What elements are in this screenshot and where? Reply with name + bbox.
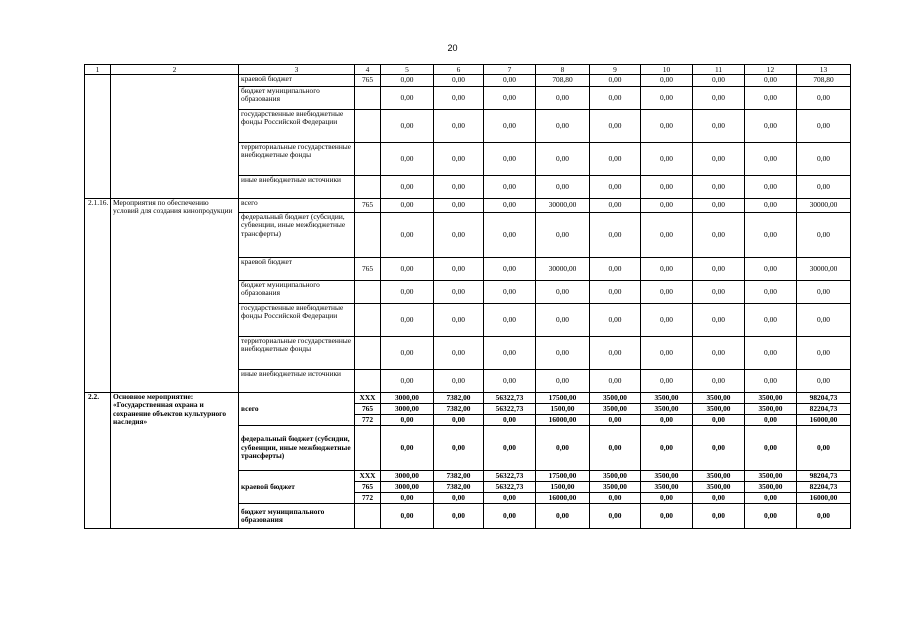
value-cell: 0,00	[434, 199, 484, 213]
page-number: 20	[447, 43, 458, 53]
value-cell: 0,00	[693, 504, 745, 529]
value-cell: 0,00	[536, 504, 590, 529]
value-cell: 0,00	[536, 143, 590, 176]
value-cell: 3500,00	[693, 471, 745, 482]
value-cell: 0,00	[484, 370, 536, 393]
value-cell: 0,00	[484, 75, 536, 87]
value-cell: 0,00	[381, 337, 434, 370]
value-cell: 98204,73	[797, 393, 851, 404]
header-cell: 2	[111, 65, 239, 75]
value-cell: 16000,00	[536, 493, 590, 504]
budget-code-cell	[355, 426, 381, 471]
value-cell: 0,00	[381, 110, 434, 143]
value-cell: 0,00	[745, 304, 797, 337]
value-cell: 0,00	[797, 87, 851, 110]
funding-source-cell: бюджет муниципального образования	[239, 504, 355, 529]
value-cell: 0,00	[641, 426, 693, 471]
value-cell: 30000,00	[797, 199, 851, 213]
value-cell: 0,00	[641, 337, 693, 370]
value-cell: 30000,00	[536, 258, 590, 281]
value-cell: 0,00	[641, 370, 693, 393]
budget-code-cell	[355, 281, 381, 304]
header-cell: 6	[434, 65, 484, 75]
header-cell: 11	[693, 65, 745, 75]
value-cell: 0,00	[381, 370, 434, 393]
value-cell: 0,00	[434, 370, 484, 393]
value-cell: 0,00	[381, 75, 434, 87]
value-cell: 56322,73	[484, 404, 536, 415]
value-cell: 17500,00	[536, 471, 590, 482]
value-cell: 0,00	[745, 370, 797, 393]
value-cell: 0,00	[693, 199, 745, 213]
value-cell: 0,00	[641, 258, 693, 281]
value-cell: 0,00	[745, 415, 797, 426]
value-cell: 82204,73	[797, 404, 851, 415]
value-cell: 7382,00	[434, 482, 484, 493]
value-cell: 0,00	[745, 199, 797, 213]
funding-source-cell: федеральный бюджет (субсидии, субвенции, иные межбюджетные трансферты)	[239, 213, 355, 258]
header-cell: 7	[484, 65, 536, 75]
value-cell: 0,00	[641, 281, 693, 304]
value-cell: 0,00	[745, 176, 797, 199]
value-cell: 3500,00	[693, 393, 745, 404]
table-header	[85, 65, 851, 75]
value-cell: 0,00	[797, 176, 851, 199]
funding-source-cell: всего	[239, 393, 355, 426]
value-cell: 0,00	[381, 258, 434, 281]
value-cell: 0,00	[381, 87, 434, 110]
value-cell: 0,00	[484, 87, 536, 110]
value-cell: 0,00	[745, 143, 797, 176]
value-cell: 3500,00	[745, 393, 797, 404]
value-cell: 0,00	[590, 176, 641, 199]
value-cell: 0,00	[434, 176, 484, 199]
value-cell: 0,00	[641, 199, 693, 213]
value-cell: 0,00	[797, 213, 851, 258]
value-cell: 0,00	[641, 143, 693, 176]
value-cell: 0,00	[381, 281, 434, 304]
value-cell: 0,00	[693, 337, 745, 370]
header-cell: 3	[239, 65, 355, 75]
budget-code-cell: 765	[355, 404, 381, 415]
value-cell: 7382,00	[434, 471, 484, 482]
value-cell: 16000,00	[536, 415, 590, 426]
value-cell: 0,00	[693, 493, 745, 504]
value-cell: 98204,73	[797, 471, 851, 482]
value-cell: 0,00	[745, 87, 797, 110]
funding-source-cell: федеральный бюджет (субсидии, субвенции, иные межбюджетные трансферты)	[239, 426, 355, 471]
value-cell: 0,00	[641, 304, 693, 337]
value-cell: 0,00	[590, 415, 641, 426]
value-cell: 0,00	[693, 87, 745, 110]
value-cell: 0,00	[797, 426, 851, 471]
block-2-1-16	[85, 199, 851, 393]
value-cell: 0,00	[590, 504, 641, 529]
budget-code-cell: 772	[355, 415, 381, 426]
value-cell: 0,00	[693, 176, 745, 199]
value-cell: 0,00	[693, 304, 745, 337]
value-cell: 0,00	[434, 281, 484, 304]
value-cell: 0,00	[693, 426, 745, 471]
header-cell: 1	[85, 65, 111, 75]
value-cell: 0,00	[434, 87, 484, 110]
value-cell: 0,00	[434, 337, 484, 370]
value-cell: 0,00	[745, 281, 797, 304]
block-2-2	[85, 393, 851, 529]
value-cell: 0,00	[641, 504, 693, 529]
value-cell: 0,00	[590, 110, 641, 143]
budget-code-cell	[355, 110, 381, 143]
table-row	[85, 75, 851, 87]
value-cell: 0,00	[641, 493, 693, 504]
value-cell: 30000,00	[797, 258, 851, 281]
row-name-cell: Основное мероприятие: «Государственная охрана и сохранение объектов культурного наследия»	[111, 393, 239, 529]
value-cell: 30000,00	[536, 199, 590, 213]
funding-source-cell: краевой бюджет	[239, 75, 355, 87]
value-cell: 0,00	[484, 176, 536, 199]
value-cell: 0,00	[590, 258, 641, 281]
value-cell: 0,00	[745, 213, 797, 258]
value-cell: 0,00	[745, 75, 797, 87]
budget-code-cell: XXX	[355, 471, 381, 482]
header-cell: 13	[797, 65, 851, 75]
value-cell: 0,00	[797, 337, 851, 370]
value-cell: 56322,73	[484, 482, 536, 493]
value-cell: 0,00	[536, 304, 590, 337]
value-cell: 3500,00	[693, 404, 745, 415]
value-cell: 0,00	[381, 143, 434, 176]
value-cell: 0,00	[434, 493, 484, 504]
row-id-cell: 2.2.	[85, 393, 111, 529]
value-cell: 0,00	[797, 143, 851, 176]
value-cell: 0,00	[745, 337, 797, 370]
value-cell: 1500,00	[536, 404, 590, 415]
value-cell: 0,00	[693, 370, 745, 393]
value-cell: 3500,00	[641, 393, 693, 404]
value-cell: 3500,00	[590, 471, 641, 482]
header-row	[85, 65, 851, 75]
row-id-cell: 2.1.16.	[85, 199, 111, 393]
value-cell: 0,00	[381, 504, 434, 529]
value-cell: 0,00	[641, 110, 693, 143]
value-cell: 3000,00	[381, 471, 434, 482]
funding-source-cell: территориальные государственные внебюджетные фонды	[239, 337, 355, 370]
value-cell: 82204,73	[797, 482, 851, 493]
value-cell: 0,00	[590, 75, 641, 87]
funding-source-cell: краевой бюджет	[239, 258, 355, 281]
header-cell: 4	[355, 65, 381, 75]
value-cell: 0,00	[434, 504, 484, 529]
funding-source-cell: бюджет муниципального образования	[239, 87, 355, 110]
value-cell: 3500,00	[590, 393, 641, 404]
value-cell: 0,00	[590, 493, 641, 504]
row-name-cell: Мероприятия по обеспечению условий для создания кинопродукции	[111, 199, 239, 393]
value-cell: 0,00	[381, 426, 434, 471]
funding-source-cell: бюджет муниципального образования	[239, 281, 355, 304]
value-cell: 0,00	[590, 370, 641, 393]
value-cell: 7382,00	[434, 393, 484, 404]
funding-source-cell: иные внебюджетные источники	[239, 176, 355, 199]
value-cell: 0,00	[536, 176, 590, 199]
value-cell: 0,00	[641, 87, 693, 110]
value-cell: 0,00	[434, 426, 484, 471]
header-cell: 9	[590, 65, 641, 75]
value-cell: 0,00	[484, 110, 536, 143]
budget-code-cell: 765	[355, 482, 381, 493]
budget-code-cell: 765	[355, 75, 381, 87]
value-cell: 0,00	[381, 213, 434, 258]
funding-source-cell: государственные внебюджетные фонды Российской Федерации	[239, 110, 355, 143]
value-cell: 0,00	[590, 87, 641, 110]
value-cell: 3500,00	[745, 471, 797, 482]
value-cell: 0,00	[693, 258, 745, 281]
value-cell: 0,00	[590, 199, 641, 213]
value-cell: 3500,00	[641, 482, 693, 493]
budget-code-cell	[355, 337, 381, 370]
value-cell: 0,00	[484, 426, 536, 471]
row-id-cell	[85, 75, 111, 199]
budget-code-cell	[355, 87, 381, 110]
funding-source-cell: краевой бюджет	[239, 471, 355, 504]
funding-source-cell: всего	[239, 199, 355, 213]
budget-code-cell: XXX	[355, 393, 381, 404]
table-row	[85, 393, 851, 404]
value-cell: 0,00	[381, 176, 434, 199]
budget-code-cell: 765	[355, 258, 381, 281]
value-cell: 0,00	[693, 143, 745, 176]
value-cell: 56322,73	[484, 471, 536, 482]
value-cell: 7382,00	[434, 404, 484, 415]
value-cell: 0,00	[484, 213, 536, 258]
value-cell: 0,00	[745, 110, 797, 143]
funding-source-cell: иные внебюджетные источники	[239, 370, 355, 393]
value-cell: 0,00	[745, 504, 797, 529]
value-cell: 0,00	[797, 370, 851, 393]
value-cell: 0,00	[797, 504, 851, 529]
value-cell: 0,00	[434, 258, 484, 281]
budget-code-cell: 772	[355, 493, 381, 504]
row-name-cell	[111, 75, 239, 199]
value-cell: 0,00	[484, 415, 536, 426]
value-cell: 0,00	[434, 143, 484, 176]
value-cell: 56322,73	[484, 393, 536, 404]
value-cell: 0,00	[536, 337, 590, 370]
value-cell: 0,00	[693, 110, 745, 143]
value-cell: 3500,00	[745, 482, 797, 493]
value-cell: 0,00	[484, 337, 536, 370]
value-cell: 0,00	[381, 304, 434, 337]
value-cell: 3500,00	[590, 482, 641, 493]
value-cell: 0,00	[484, 281, 536, 304]
value-cell: 0,00	[536, 370, 590, 393]
header-cell: 10	[641, 65, 693, 75]
value-cell: 0,00	[381, 199, 434, 213]
header-cell: 8	[536, 65, 590, 75]
budget-code-cell	[355, 504, 381, 529]
value-cell: 0,00	[797, 304, 851, 337]
value-cell: 0,00	[484, 258, 536, 281]
value-cell: 3000,00	[381, 404, 434, 415]
value-cell: 0,00	[745, 258, 797, 281]
value-cell: 3500,00	[641, 404, 693, 415]
value-cell: 0,00	[693, 75, 745, 87]
value-cell: 0,00	[590, 213, 641, 258]
value-cell: 0,00	[590, 281, 641, 304]
budget-table	[84, 64, 851, 529]
value-cell: 0,00	[484, 304, 536, 337]
value-cell: 0,00	[484, 504, 536, 529]
value-cell: 0,00	[641, 415, 693, 426]
value-cell: 3000,00	[381, 482, 434, 493]
value-cell: 3000,00	[381, 393, 434, 404]
value-cell: 0,00	[484, 143, 536, 176]
value-cell: 3500,00	[590, 404, 641, 415]
value-cell: 0,00	[590, 426, 641, 471]
value-cell: 1500,00	[536, 482, 590, 493]
value-cell: 0,00	[693, 415, 745, 426]
value-cell: 0,00	[590, 337, 641, 370]
value-cell: 0,00	[693, 281, 745, 304]
value-cell: 0,00	[434, 110, 484, 143]
block-continuation	[85, 75, 851, 199]
header-cell: 12	[745, 65, 797, 75]
value-cell: 3500,00	[693, 482, 745, 493]
budget-code-cell	[355, 176, 381, 199]
budget-code-cell	[355, 304, 381, 337]
value-cell: 0,00	[536, 110, 590, 143]
value-cell: 0,00	[381, 493, 434, 504]
value-cell: 0,00	[590, 143, 641, 176]
value-cell: 0,00	[797, 110, 851, 143]
value-cell: 0,00	[641, 75, 693, 87]
value-cell: 0,00	[797, 281, 851, 304]
value-cell: 0,00	[641, 176, 693, 199]
value-cell: 16000,00	[797, 415, 851, 426]
value-cell: 0,00	[536, 426, 590, 471]
funding-source-cell: территориальные государственные внебюджетные фонды	[239, 143, 355, 176]
value-cell: 0,00	[484, 199, 536, 213]
value-cell: 0,00	[693, 213, 745, 258]
value-cell: 3500,00	[745, 404, 797, 415]
table-row	[85, 199, 851, 213]
header-cell: 5	[381, 65, 434, 75]
value-cell: 0,00	[434, 415, 484, 426]
budget-code-cell	[355, 213, 381, 258]
value-cell: 0,00	[381, 415, 434, 426]
funding-source-cell: государственные внебюджетные фонды Российской Федерации	[239, 304, 355, 337]
value-cell: 0,00	[745, 426, 797, 471]
value-cell: 0,00	[434, 75, 484, 87]
value-cell: 0,00	[434, 304, 484, 337]
value-cell: 708,80	[536, 75, 590, 87]
value-cell: 0,00	[434, 213, 484, 258]
value-cell: 0,00	[590, 304, 641, 337]
budget-code-cell: 765	[355, 199, 381, 213]
value-cell: 0,00	[484, 493, 536, 504]
budget-code-cell	[355, 143, 381, 176]
value-cell: 3500,00	[641, 471, 693, 482]
value-cell: 0,00	[641, 213, 693, 258]
value-cell: 0,00	[536, 213, 590, 258]
value-cell: 708,80	[797, 75, 851, 87]
budget-code-cell	[355, 370, 381, 393]
value-cell: 0,00	[536, 281, 590, 304]
value-cell: 16000,00	[797, 493, 851, 504]
value-cell: 0,00	[536, 87, 590, 110]
value-cell: 17500,00	[536, 393, 590, 404]
value-cell: 0,00	[745, 493, 797, 504]
